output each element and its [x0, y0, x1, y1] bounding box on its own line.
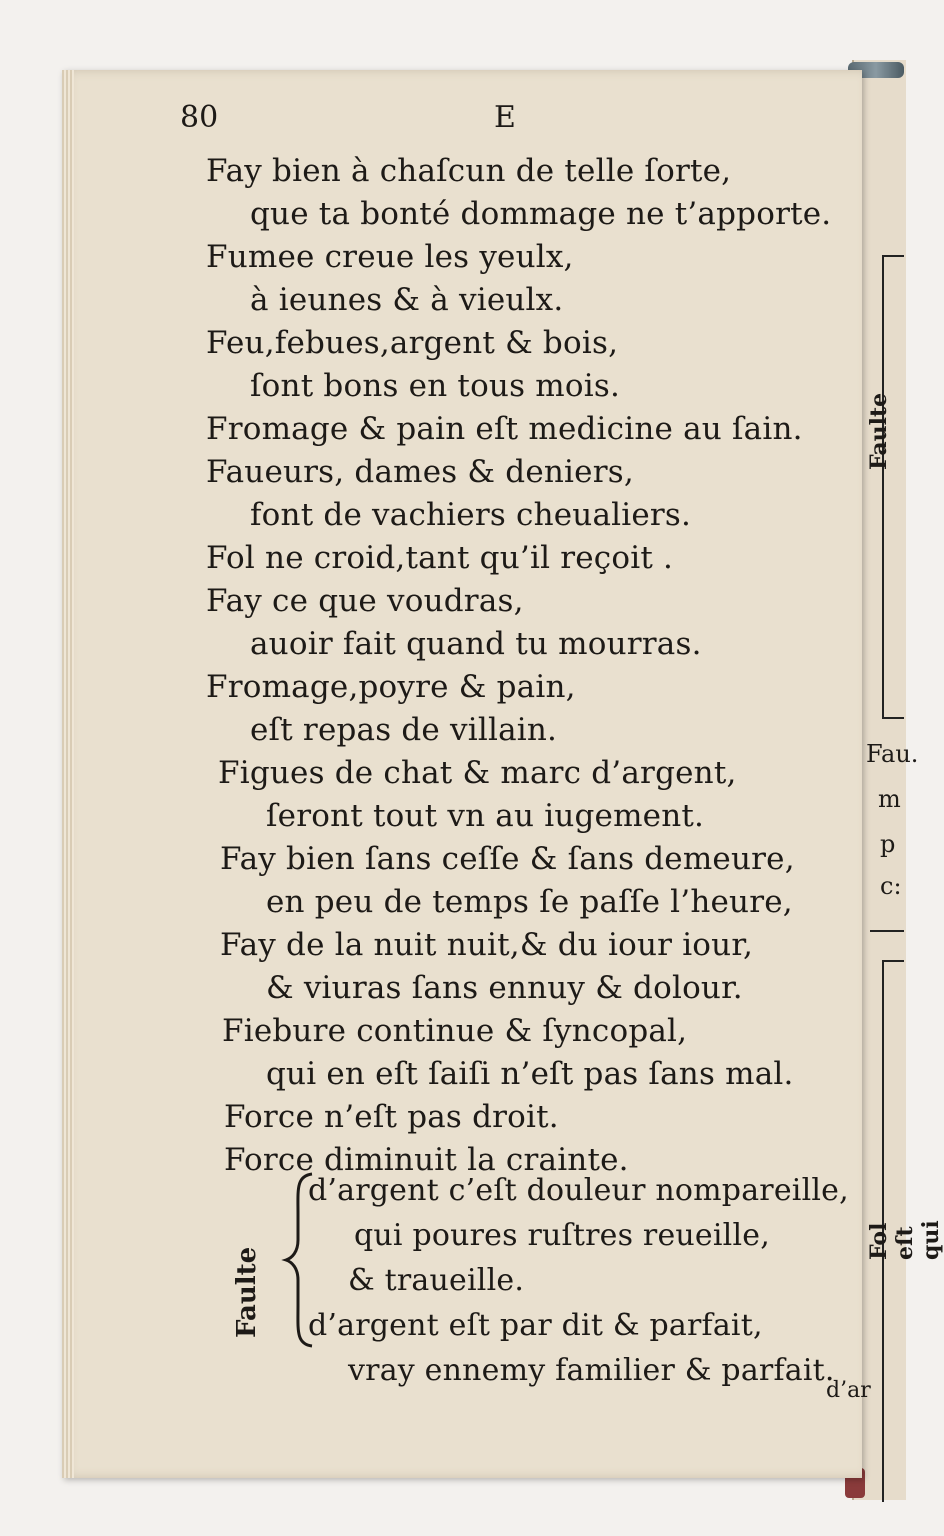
brace-group [308, 1168, 849, 1393]
text-line: Figues de chat & marc d’argent, [218, 755, 737, 791]
text-line: Fay bien à chaſcun de telle ſorte, [206, 153, 732, 189]
facing-vertical-label: Faulte [866, 392, 892, 470]
text-line: Fay de la nuit nuit,& du iour iour, [220, 927, 754, 963]
text-line: & viuras ſans ennuy & dolour. [266, 970, 743, 1006]
signature-mark: E [494, 100, 516, 135]
brace-line: d’argent eſt par dit & parfait, [308, 1308, 763, 1343]
text-line: ſeront tout vn au iugement. [266, 798, 705, 834]
text-line: Fol ne croid,tant qu’il reçoit . [206, 540, 674, 576]
text-line: eſt repas de villain. [250, 712, 558, 748]
text-line: Fay ce que voudras, [206, 583, 524, 619]
brace-label: Faulte [232, 1246, 262, 1338]
facing-brace [882, 255, 904, 719]
text-line: font de vachiers cheualiers. [250, 497, 692, 533]
facing-vertical-label: Fol eſt qui [866, 1220, 944, 1260]
brace-line: & traueille. [348, 1263, 525, 1298]
facing-fragment: p [880, 830, 896, 858]
brace-line: d’argent c’eſt douleur nompareille, [308, 1173, 849, 1208]
text-line: auoir fait quand tu mourras. [250, 626, 702, 662]
text-line: en peu de temps ſe paſſe l’heure, [266, 884, 793, 920]
page-number: 80 [180, 100, 219, 135]
facing-rule [870, 930, 904, 932]
facing-fragment: Fau. [866, 740, 919, 768]
text-line: Feu,febues,argent & bois, [206, 325, 619, 361]
text-line: à ieunes & à vieulx. [250, 282, 564, 318]
text-line: qui en eſt ſaiſi n’eſt pas ſans mal. [266, 1056, 794, 1092]
text-line: Force diminuit la crainte. [224, 1142, 629, 1178]
text-line: Fiebure continue & ſyncopal, [222, 1013, 688, 1049]
catchword: d’ar [826, 1378, 871, 1403]
page-edges [62, 70, 74, 1478]
brace-line: vray ennemy familier & parfait. [348, 1353, 835, 1388]
text-line: Fay bien ſans ceſſe & ſans demeure, [220, 841, 795, 877]
proverb-list [206, 150, 846, 1182]
brace-line: qui poures ruſtres reueille, [354, 1218, 770, 1253]
text-line: Fumee creue les yeulx, [206, 239, 574, 275]
text-line: Faueurs, dames & deniers, [206, 454, 634, 490]
facing-fragment: m [878, 785, 901, 813]
text-line: Fromage,poyre & pain, [206, 669, 576, 705]
text-line: Force n’eſt pas droit. [224, 1099, 559, 1135]
text-line: ſont bons en tous mois. [250, 368, 621, 404]
text-line: que ta bonté dommage ne t’apporte. [250, 196, 832, 232]
text-line: Fromage & pain eſt medicine au ſain. [206, 411, 803, 447]
facing-fragment: c: [880, 872, 902, 900]
